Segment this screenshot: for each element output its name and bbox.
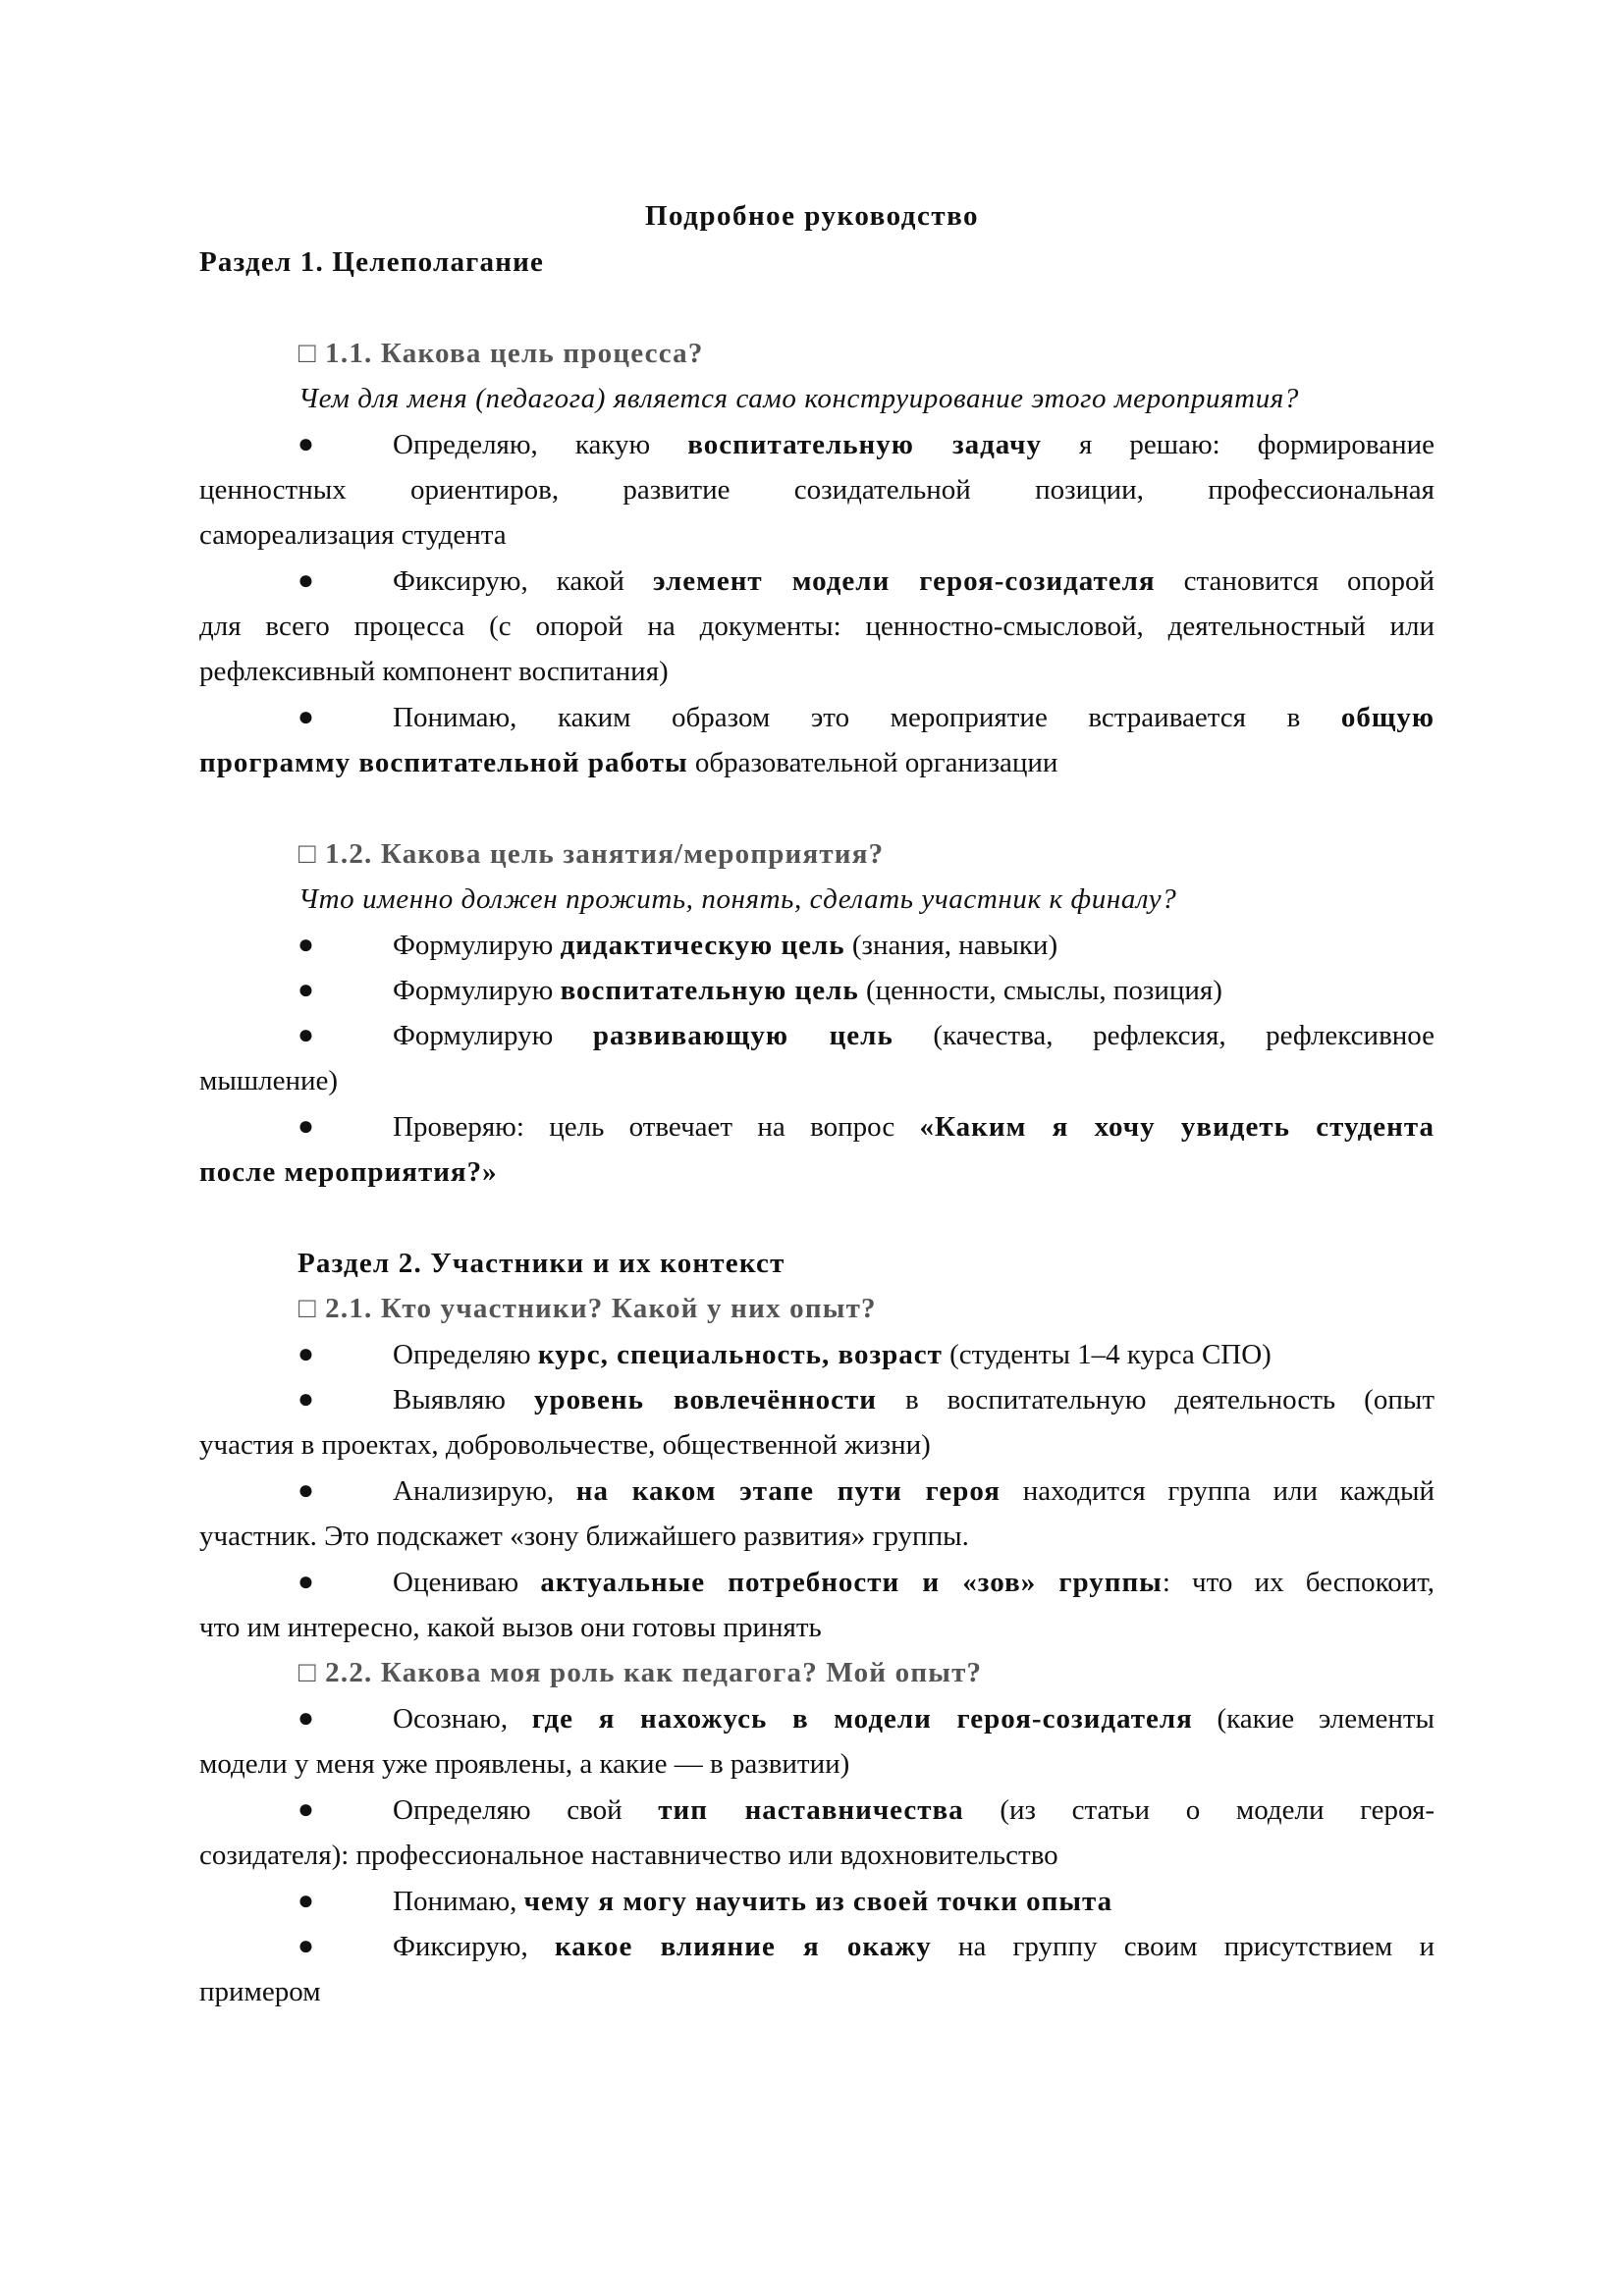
list-item-continuation: ценностных ориентиров, развитие созидательной позиции, профессиональная [199, 474, 1435, 506]
bullet-icon: ● [298, 1111, 314, 1142]
bullet-icon: ● [298, 1886, 314, 1916]
subsection-2-2-heading: □ 2.2. Какова моя роль как педагога? Мой опыт? [298, 1657, 983, 1688]
list-item-continuation: после мероприятия?» [199, 1156, 498, 1188]
subsection-1-2-heading: □ 1.2. Какова цель занятия/мероприятия? [298, 838, 885, 870]
bullet-icon: ● [298, 1931, 314, 1961]
list-item: Выявляю уровень вовлечённости в воспитательную деятельность (опыт [393, 1384, 1435, 1415]
list-item-continuation: для всего процесса (с опорой на документы: ценностно-смысловой, деятельностный или [199, 611, 1435, 642]
list-item: Понимаю, чему я могу научить из своей точки опыта [393, 1886, 1113, 1917]
list-item: Осознаю, где я нахожусь в модели героя-созидателя (какие элементы [393, 1703, 1435, 1735]
list-item: Фиксирую, какое влияние я окажу на группу своим присутствием и [393, 1931, 1435, 1962]
list-item-continuation: рефлексивный компонент воспитания) [199, 656, 669, 687]
list-item-continuation: участия в проектах, добровольчестве, общественной жизни) [199, 1429, 931, 1461]
list-item-continuation: программу воспитательной работы образовательной организации [199, 747, 1058, 778]
list-item: Формулирую развивающую цель (качества, рефлексия, рефлексивное [393, 1020, 1435, 1051]
section-1-heading: Раздел 1. Целеполагание [199, 246, 545, 278]
list-item-continuation: мышление) [199, 1065, 339, 1096]
list-item: Понимаю, каким образом это мероприятие встраивается в общую [393, 702, 1435, 733]
list-item: Анализирую, на каком этапе пути героя находится группа или каждый [393, 1475, 1435, 1507]
bullet-icon: ● [298, 702, 314, 732]
subsection-2-1-heading: □ 2.1. Кто участники? Какой у них опыт? [298, 1293, 877, 1324]
list-item-continuation: самореализация студента [199, 519, 507, 551]
list-item-continuation: модели у меня уже проявлены, а какие — в развитии) [199, 1748, 850, 1780]
section-2-heading: Раздел 2. Участники и их контекст [298, 1248, 785, 1279]
list-item-continuation: что им интересно, какой вызов они готовы принять [199, 1612, 822, 1643]
bullet-icon: ● [298, 1020, 314, 1050]
subsection-1-2-question: Что именно должен прожить, понять, сделать участник к финалу? [298, 883, 1177, 915]
bullet-icon: ● [298, 1339, 314, 1369]
bullet-icon: ● [298, 1703, 314, 1734]
list-item: Формулирую дидактическую цель (знания, навыки) [393, 930, 1058, 961]
list-item: Оцениваю актуальные потребности и «зов» группы: что их беспокоит, [393, 1567, 1435, 1598]
list-item-continuation: созидателя): профессиональное наставничество или вдохновительство [199, 1840, 1058, 1871]
list-item-continuation: примером [199, 1976, 321, 2007]
bullet-icon: ● [298, 1567, 314, 1597]
list-item: Определяю курс, специальность, возраст (студенты 1–4 курса СПО) [393, 1339, 1272, 1370]
bullet-icon: ● [298, 930, 314, 960]
list-item-continuation: участник. Это подскажет «зону ближайшего развития» группы. [199, 1521, 969, 1552]
list-item: Формулирую воспитательную цель (ценности, смыслы, позиция) [393, 975, 1222, 1006]
bullet-icon: ● [298, 1384, 314, 1415]
subsection-1-1-heading: □ 1.1. Какова цель процесса? [298, 338, 704, 369]
list-item: Проверяю: цель отвечает на вопрос «Каким я хочу увидеть студента [393, 1111, 1435, 1143]
subsection-1-1-question: Чем для меня (педагога) является само конструирование этого мероприятия? [298, 383, 1299, 414]
document-title: Подробное руководство [644, 200, 980, 232]
list-item: Определяю свой тип наставничества (из статьи о модели героя- [393, 1794, 1435, 1826]
bullet-icon: ● [298, 429, 314, 459]
list-item: Фиксирую, какой элемент модели героя-созидателя становится опорой [393, 565, 1435, 597]
bullet-icon: ● [298, 1475, 314, 1506]
bullet-icon: ● [298, 565, 314, 596]
bullet-icon: ● [298, 975, 314, 1005]
list-item: Определяю, какую воспитательную задачу я решаю: формирование [393, 429, 1435, 460]
bullet-icon: ● [298, 1794, 314, 1825]
